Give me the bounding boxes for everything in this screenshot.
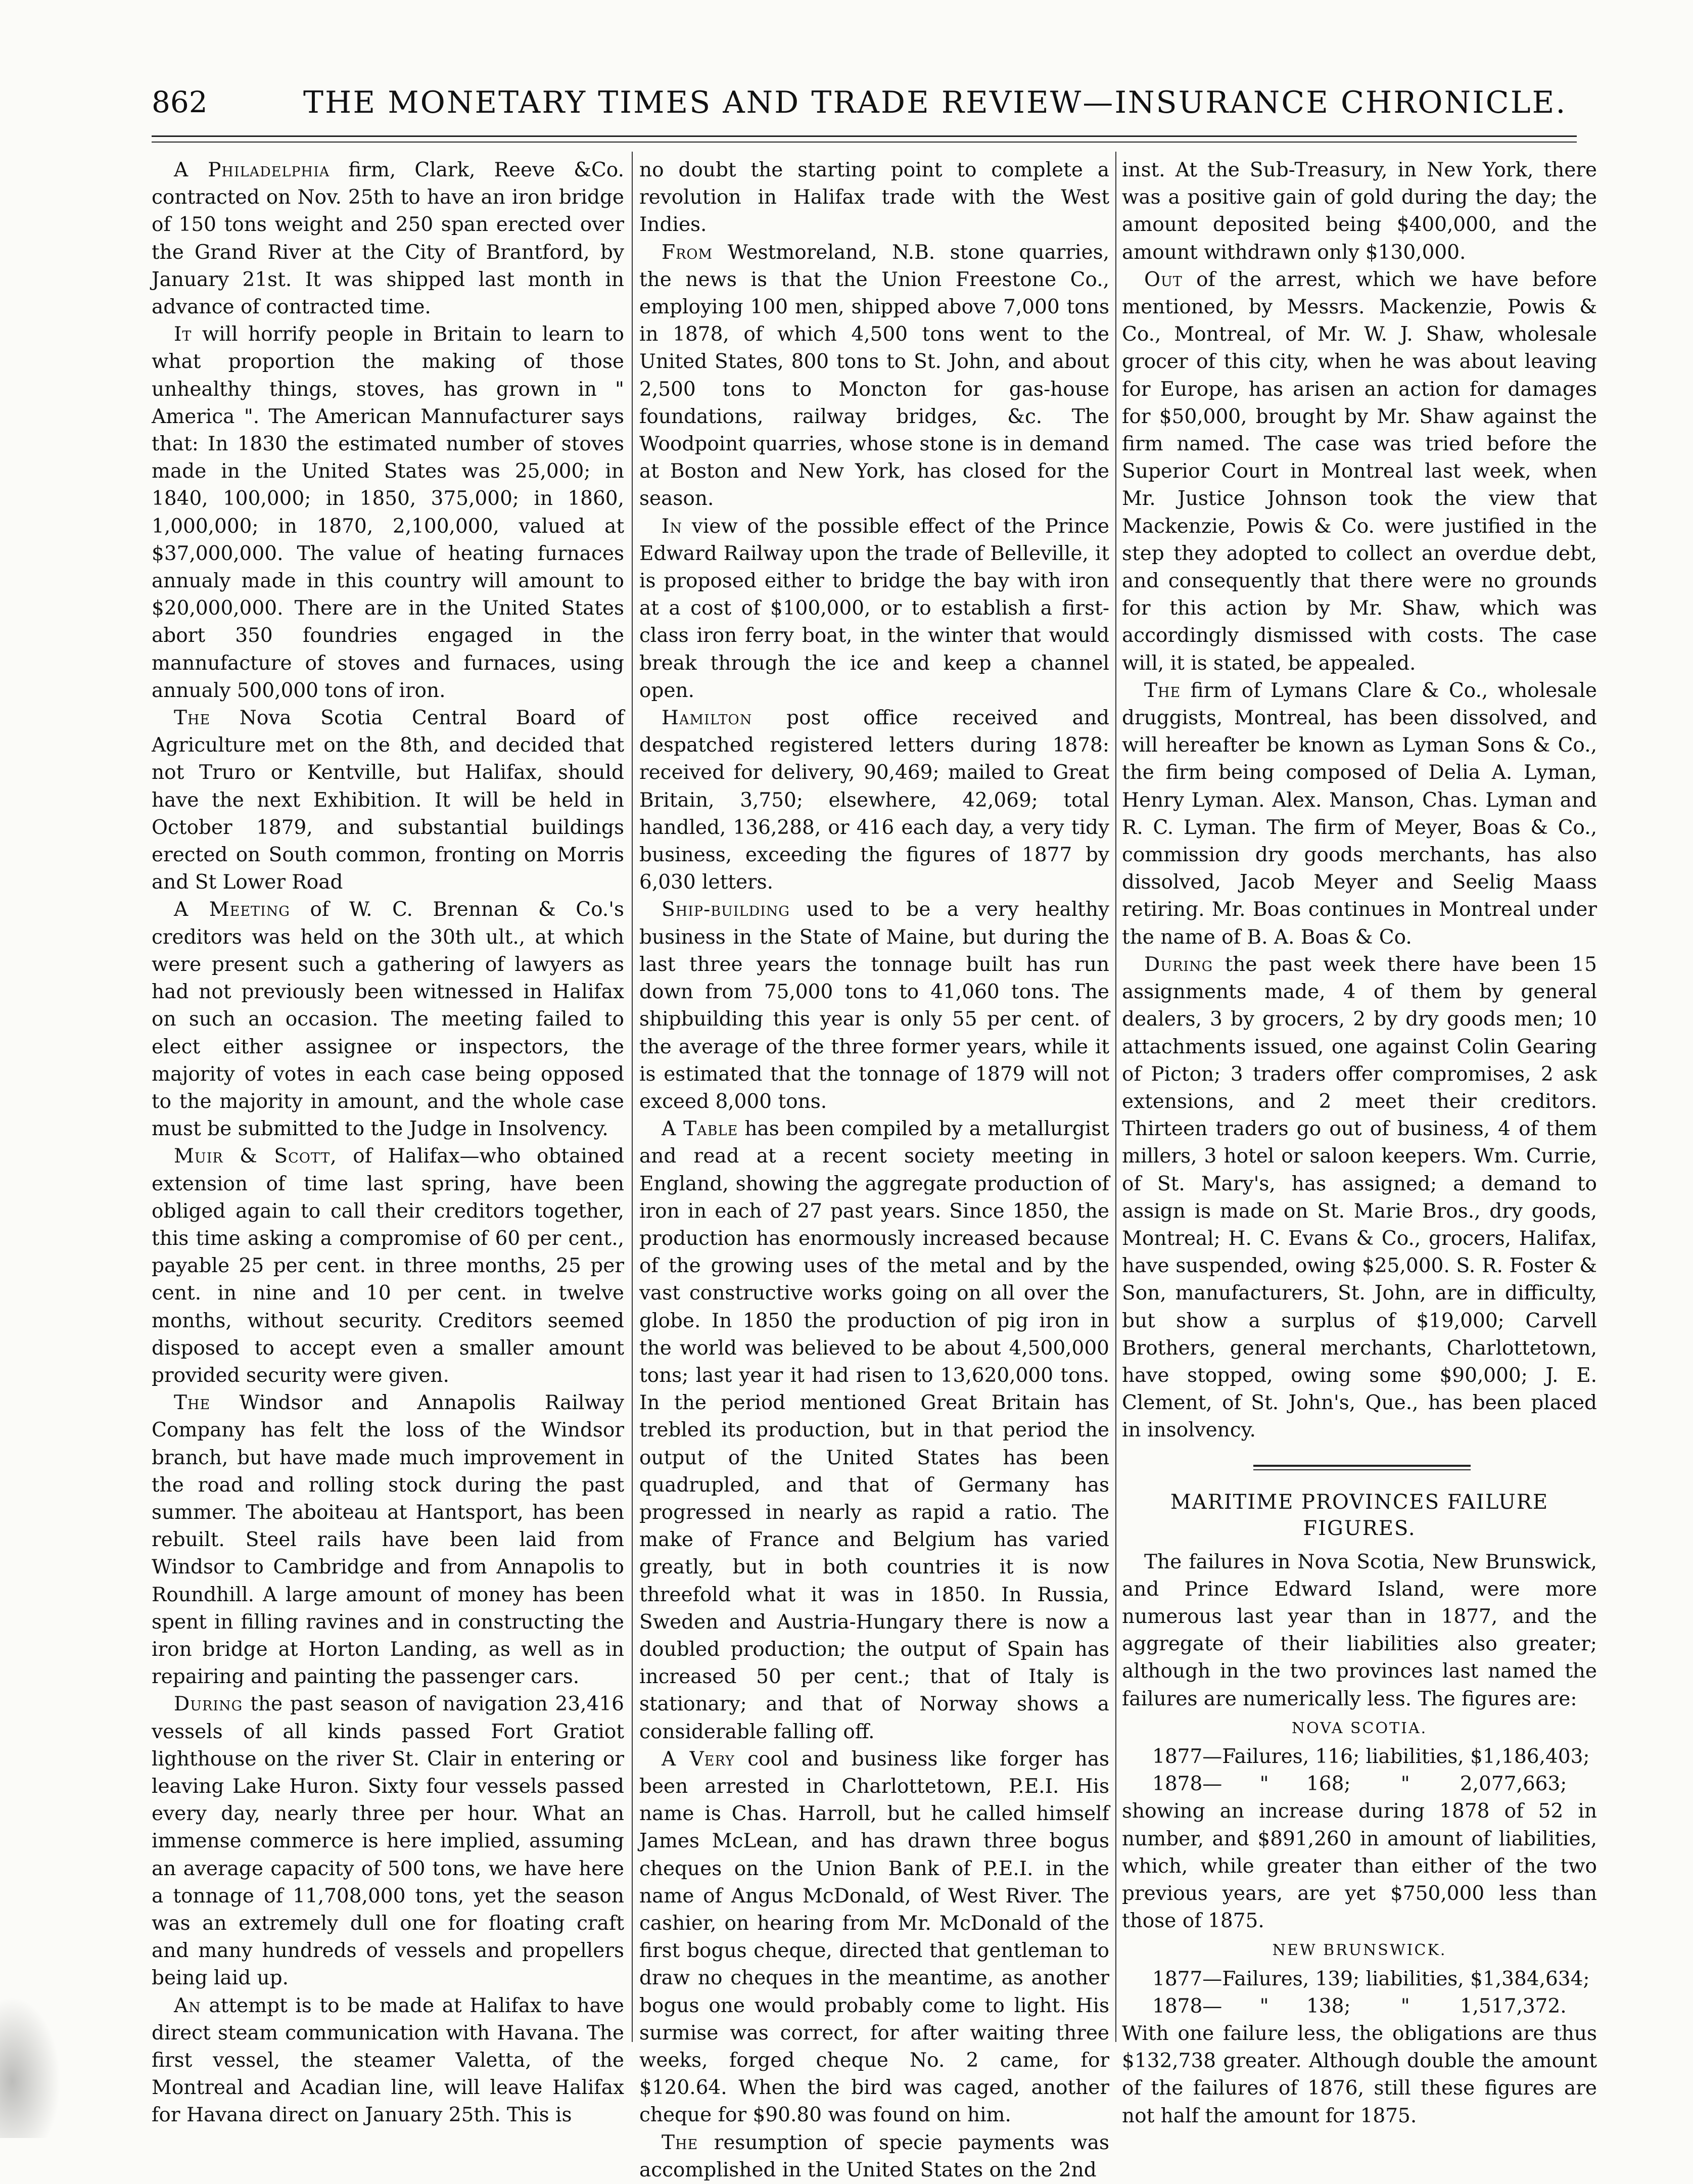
paragraph-lead: During [174, 1693, 243, 1716]
paragraph-lead: During [1144, 953, 1213, 976]
paragraph-text: the past week there have been 15 assignments made, 4 of them by general dealers, 3 by grocers, 2 by dry goods men; 10 attachments issued, one against Colin Gearing of Picton; 3 traders offer compromises, 2 ask extensions, and 2 meet their creditors. Thirteen traders go out of business, 4 of them millers, 3 hotel or saloon keepers. Wm. Currie, of St. Mary's, has assigned; a demand to assign is made on St. Marie Bros., dry goods, Montreal; H. C. Evans & Co., grocers, Halifax, have suspended, owing $25,000. S. R. Foster & Son, manufacturers, St. John, are in difficulty, but show a surplus of $19,000; Carvell Brothers, general merchants, Charlottetown, have stopped, owing some $90,000; J. E. Clement, of St. John's, Que., has been placed in insolvency. [1122, 953, 1597, 1442]
column-divider [1115, 152, 1116, 2042]
article-paragraph [639, 513, 1109, 705]
paragraph-text: inst. At the Sub-Treasury, in New York, there was a positive gain of gold during the day; the amount deposited being $400,000, and the amount withdrawn only $130,000. [1122, 159, 1597, 264]
section-intro: The failures in Nova Scotia, New Brunswick, and Prince Edward Island, were more numerous last year than in 1877, and the aggregate of their liabilities also greater; although in the two provinces last named the failures are numerically less. The figures are: [1122, 1550, 1597, 1710]
paragraph-text: view of the possible effect of the Prince Edward Railway upon the trade of Belleville, it is proposed either to bridge the bay with iron at a cost of $100,000, or to establish a first-class iron ferry boat, in the winter that would break through the ice and keep a channel open. [639, 515, 1109, 702]
article-paragraph [639, 1116, 1109, 1746]
new-brunswick-summary: With one failure less, the obligations are thus $132,738 greater. Although double the amount of the failures of 1876, still these figures are not half the amount for 1875. [1122, 2022, 1597, 2127]
paragraph-text: used to be a very healthy business in the State of Maine, but during the last three years the tonnage built has run down from 75,000 tons to 41,060 tons. The shipbuilding this year is only 55 per cent. of the average of the three former years, while it is estimated that the tonnage of 1879 will not exceed 8,000 tons. [639, 898, 1109, 1113]
paragraph-text: firm, Clark, Reeve &Co. contracted on Nov. 25th to have an iron bridge of 150 tons weight and 250 span erected over the Grand River at the City of Brantford, by January 21st. It was shipped last month in advance of contracted time. [152, 159, 624, 319]
paragraph-lead: A Philadelphia [174, 159, 330, 181]
paragraph-text: no doubt the starting point to complete a revolution in Halifax trade with the West Indies. [639, 159, 1109, 237]
paragraph-lead: It [174, 323, 192, 346]
paragraph-text: firm of Lymans Clare & Co., wholesale druggists, Montreal, has been dissolved, and will hereafter be known as Lyman Sons & Co., the firm being composed of Delia A. Lyman, Henry Lyman. Alex. Manson, Chas. Lyman and R. C. Lyman. The firm of Meyer, Boas & Co., commission dry goods merchants, has also dissolved, Jacob Meyer and Seelig Maass retiring. Mr. Boas continues in Montreal under the name of B. A. Boas & Co. [1122, 679, 1597, 949]
paragraph-lead: Muir & Scott, [174, 1145, 337, 1168]
article-paragraph [639, 157, 1109, 239]
article-paragraph [152, 1691, 624, 1992]
column-1 [152, 157, 625, 2127]
paragraph-lead: In [662, 515, 683, 538]
article-paragraph [1122, 157, 1597, 266]
article-paragraph [152, 896, 624, 1143]
paragraph-text: Nova Scotia Central Board of Agriculture met on the 8th, and decided that not Truro or Kentville, but Halifax, should have the next Exhibition. It will be held in October 1879, and substantial buildings erected on South common, fronting on Morris and St Lower Road [152, 707, 624, 894]
page-header [152, 76, 1587, 131]
paragraph-lead: An [174, 1994, 201, 2017]
paragraph-text: attempt is to be made at Halifax to have direct steam communication with Havana. The first vessel, the steamer Valetta, of the Montreal and Acadian line, will leave Halifax for Havana direct on January 25th. This is [152, 1994, 624, 2127]
nova-scotia-heading: NOVA SCOTIA. [1291, 1719, 1428, 1737]
article-paragraph [639, 896, 1109, 1116]
paragraph-lead: From [662, 241, 713, 264]
paragraph-text: has been compiled by a metallurgist and read at a recent society meeting in England, showing the aggregate production of iron in each of 27 past years. Since 1850, the production has enormously increased because of the growing uses of the metal and by the vast constructive works going on all over the globe. In 1850 the production of pig iron in the world was believed to be about 4,500,000 tons; last year it had risen to 13,620,000 tons. In the period mentioned Great Britain has trebled its production, but in that period the output of the United States has been quadrupled, and that of Germany has progressed in nearly as rapid a ratio. The make of France and Belgium has varied greatly, but in both countries it is now threefold what it was in 1850. In Russia, Sweden and Austria-Hungary there is now a doubled production; the output of Spain has increased 50 per cent.; that of Italy is stationary; and that of Norway shows a considerable falling off. [639, 1118, 1109, 1743]
paragraph-lead: The [662, 2131, 698, 2154]
paragraph-text: resumption of specie payments was accomplished in the United States on the 2nd [639, 2131, 1109, 2181]
article-paragraph [152, 1143, 624, 1389]
article-paragraph [152, 1992, 624, 2129]
nova-scotia-figures-1877: 1877—Failures, 116; liabilities, $1,186,403; [1152, 1745, 1590, 1768]
new-brunswick-heading: NEW BRUNSWICK. [1272, 1941, 1447, 1960]
paragraph-lead: Ship-building [662, 898, 790, 921]
paragraph-lead: A Table [662, 1118, 738, 1141]
paragraph-text: Westmoreland, N.B. stone quarries, the news is that the Union Freestone Co., employing 100 men, shipped above 7,000 tons in 1878, of which 4,500 tons went to the United States, 800 tons to St. John, and about 2,500 tons to Moncton for gas-house foundations, railway bridges, &c. The Woodpoint quarries, whose stone is in demand at Boston and New York, has closed for the season. [639, 241, 1109, 510]
masthead-title: THE MONETARY TIMES AND TRADE REVIEW—INSURANCE CHRONICLE. [303, 85, 1567, 120]
article-paragraph [152, 1389, 624, 1691]
paragraph-text: the past season of navigation 23,416 vessels of all kinds passed Fort Gratiot lighthouse on the river St. Clair in entering or leaving Lake Huron. Sixty four vessels passed every day, nearly three per hour. What an immense commerce is here implied, assuming an average capacity of 500 tons, we have here a tonnage of 11,708,000 tons, yet the season was an extremely dull one for floating craft and many hundreds of vessels and propellers being laid up. [152, 1693, 624, 1990]
paragraph-text: Windsor and Annapolis Railway Company has felt the loss of the Windsor branch, but have made much improvement in the road and rolling stock during the past summer. The aboiteau at Hantsport, has been rebuilt. Steel rails have been laid from Windsor to Cambridge and from Annapolis to Roundhill. A large amount of money has been spent in filling ravines and in constructing the iron bridge at Horton Landing, as well as in repairing and painting the passenger cars. [152, 1391, 624, 1689]
article-paragraph [1122, 951, 1597, 1445]
nova-scotia-summary: showing an increase during 1878 of 52 in number, and $891,260 in amount of liabilities, which, while greater than either of the two previous years, are yet $750,000 less than those of 1875. [1122, 1800, 1597, 1933]
paragraph-lead: Out [1144, 268, 1183, 291]
column-3 [1122, 157, 1597, 2127]
paragraph-text: cool and business like forger has been arrested in Charlottetown, P.E.I. His name is Chas. Harroll, but he called himself James McLean, and has drawn three bogus cheques on the Union Bank of P.E.I. in the name of Angus McDonald, of West River. The cashier, on hearing from Mr. McDonald of the first bogus cheque, directed that gentleman to draw no cheques in the meantime, as another bogus one would probably come to light. His surmise was correct, for after waiting three weeks, forged cheque No. 2 came, for $120.64. When the bird was caged, another cheque for $90.80 was found on him. [639, 1747, 1109, 2127]
paragraph-text: of the arrest, which we have before mentioned, by Messrs. Mackenzie, Powis & Co., Montreal, of Mr. W. J. Shaw, wholesale grocer of this city, when he was about leaving for Europe, has arisen an action for damages for $50,000, brought by Mr. Shaw against the firm named. The case was tried before the Superior Court in Montreal last week, when Mr. Justice Johnson took the view that Mackenzie, Powis & Co. were justified in the step they adopted to collect an overdue debt, and consequently that there were no grounds for this action by Mr. Shaw, which was accordingly dismissed with costs. The case will, it is stated, be appealed. [1122, 268, 1597, 675]
paragraph-lead: A Very [662, 1747, 735, 1771]
column-2 [639, 157, 1109, 2181]
article-paragraph [1122, 677, 1597, 951]
paragraph-lead: The [1144, 679, 1181, 702]
paragraph-lead: A Meeting [174, 898, 290, 921]
header-rule [152, 135, 1577, 137]
paragraph-text: post office received and despatched registered letters during 1878: received for delivery, 90,469; mailed to Great Britain, 3,750; elsewhere, 42,069; total handled, 136,288, or 416 each day, a very tidy business, exceeding the figures of 1877 by 6,030 letters. [639, 707, 1109, 894]
new-brunswick-figures-1878: 1878— " 138; " 1,517,372. [1152, 1994, 1567, 2018]
section-divider [1122, 1465, 1597, 1478]
article-paragraph [1122, 266, 1597, 677]
paragraph-lead: Hamilton [662, 707, 753, 730]
column-divider [632, 152, 633, 2042]
paragraph-text: of Halifax—who obtained extension of time last spring, have been obliged again to call their creditors together, this time asking a compromise of 60 per cent., payable 25 per cent. in three months, 25 per cent. in nine and 10 per cent. in twelve months, without security. Creditors seemed disposed to accept even a smaller amount provided security were given. [152, 1145, 624, 1387]
paragraph-lead: The [174, 707, 211, 730]
paragraph-text: of W. C. Brennan & Co.'s creditors was held on the 30th ult., at which were present such a gathering of lawyers as had not previously been witnessed in Halifax on such an occasion. The meeting failed to elect either assignee or inspectors, the majority of votes in each case being opposed to the majority in amount, and the whole case must be submitted to the Judge in Insolvency. [152, 898, 625, 1141]
column-3-articles [1122, 157, 1597, 1445]
article-paragraph [639, 239, 1109, 513]
article-paragraph [152, 321, 624, 705]
article-paragraph [639, 2129, 1109, 2184]
new-brunswick-figures-1877: 1877—Failures, 139; liabilities, $1,384,634; [1152, 1967, 1590, 1990]
article-paragraph [639, 705, 1109, 896]
article-paragraph [639, 1746, 1109, 2129]
header-rule-thin [152, 142, 1577, 143]
paragraph-text: will horrify people in Britain to learn to what proportion the making of those unhealthy things, stoves, has grown in " America ". The American Mannufacturer says that: In 1830 the estimated number of stoves made in the United States was 25,000; in 1840, 100,000; in 1850, 375,000; in 1860, 1,000,000; in 1870, 2,100,000, valued at $37,000,000. The value of heating furnaces annualy made in this country will amount to $20,000,000. There are in the United States abort 350 foundries engaged in the mannufacture of stoves and furnaces, using annualy 500,000 tons of iron. [152, 323, 624, 702]
page-number: 862 [152, 85, 208, 119]
article-paragraph [152, 705, 624, 896]
article-paragraph [152, 157, 624, 321]
nova-scotia-figures-1878: 1878— " 168; " 2,077,663; [1152, 1773, 1567, 1796]
paragraph-lead: The [174, 1391, 211, 1415]
section-title: MARITIME PROVINCES FAILURE FIGURES. [1170, 1490, 1549, 1540]
page-stain [0, 1996, 61, 2138]
